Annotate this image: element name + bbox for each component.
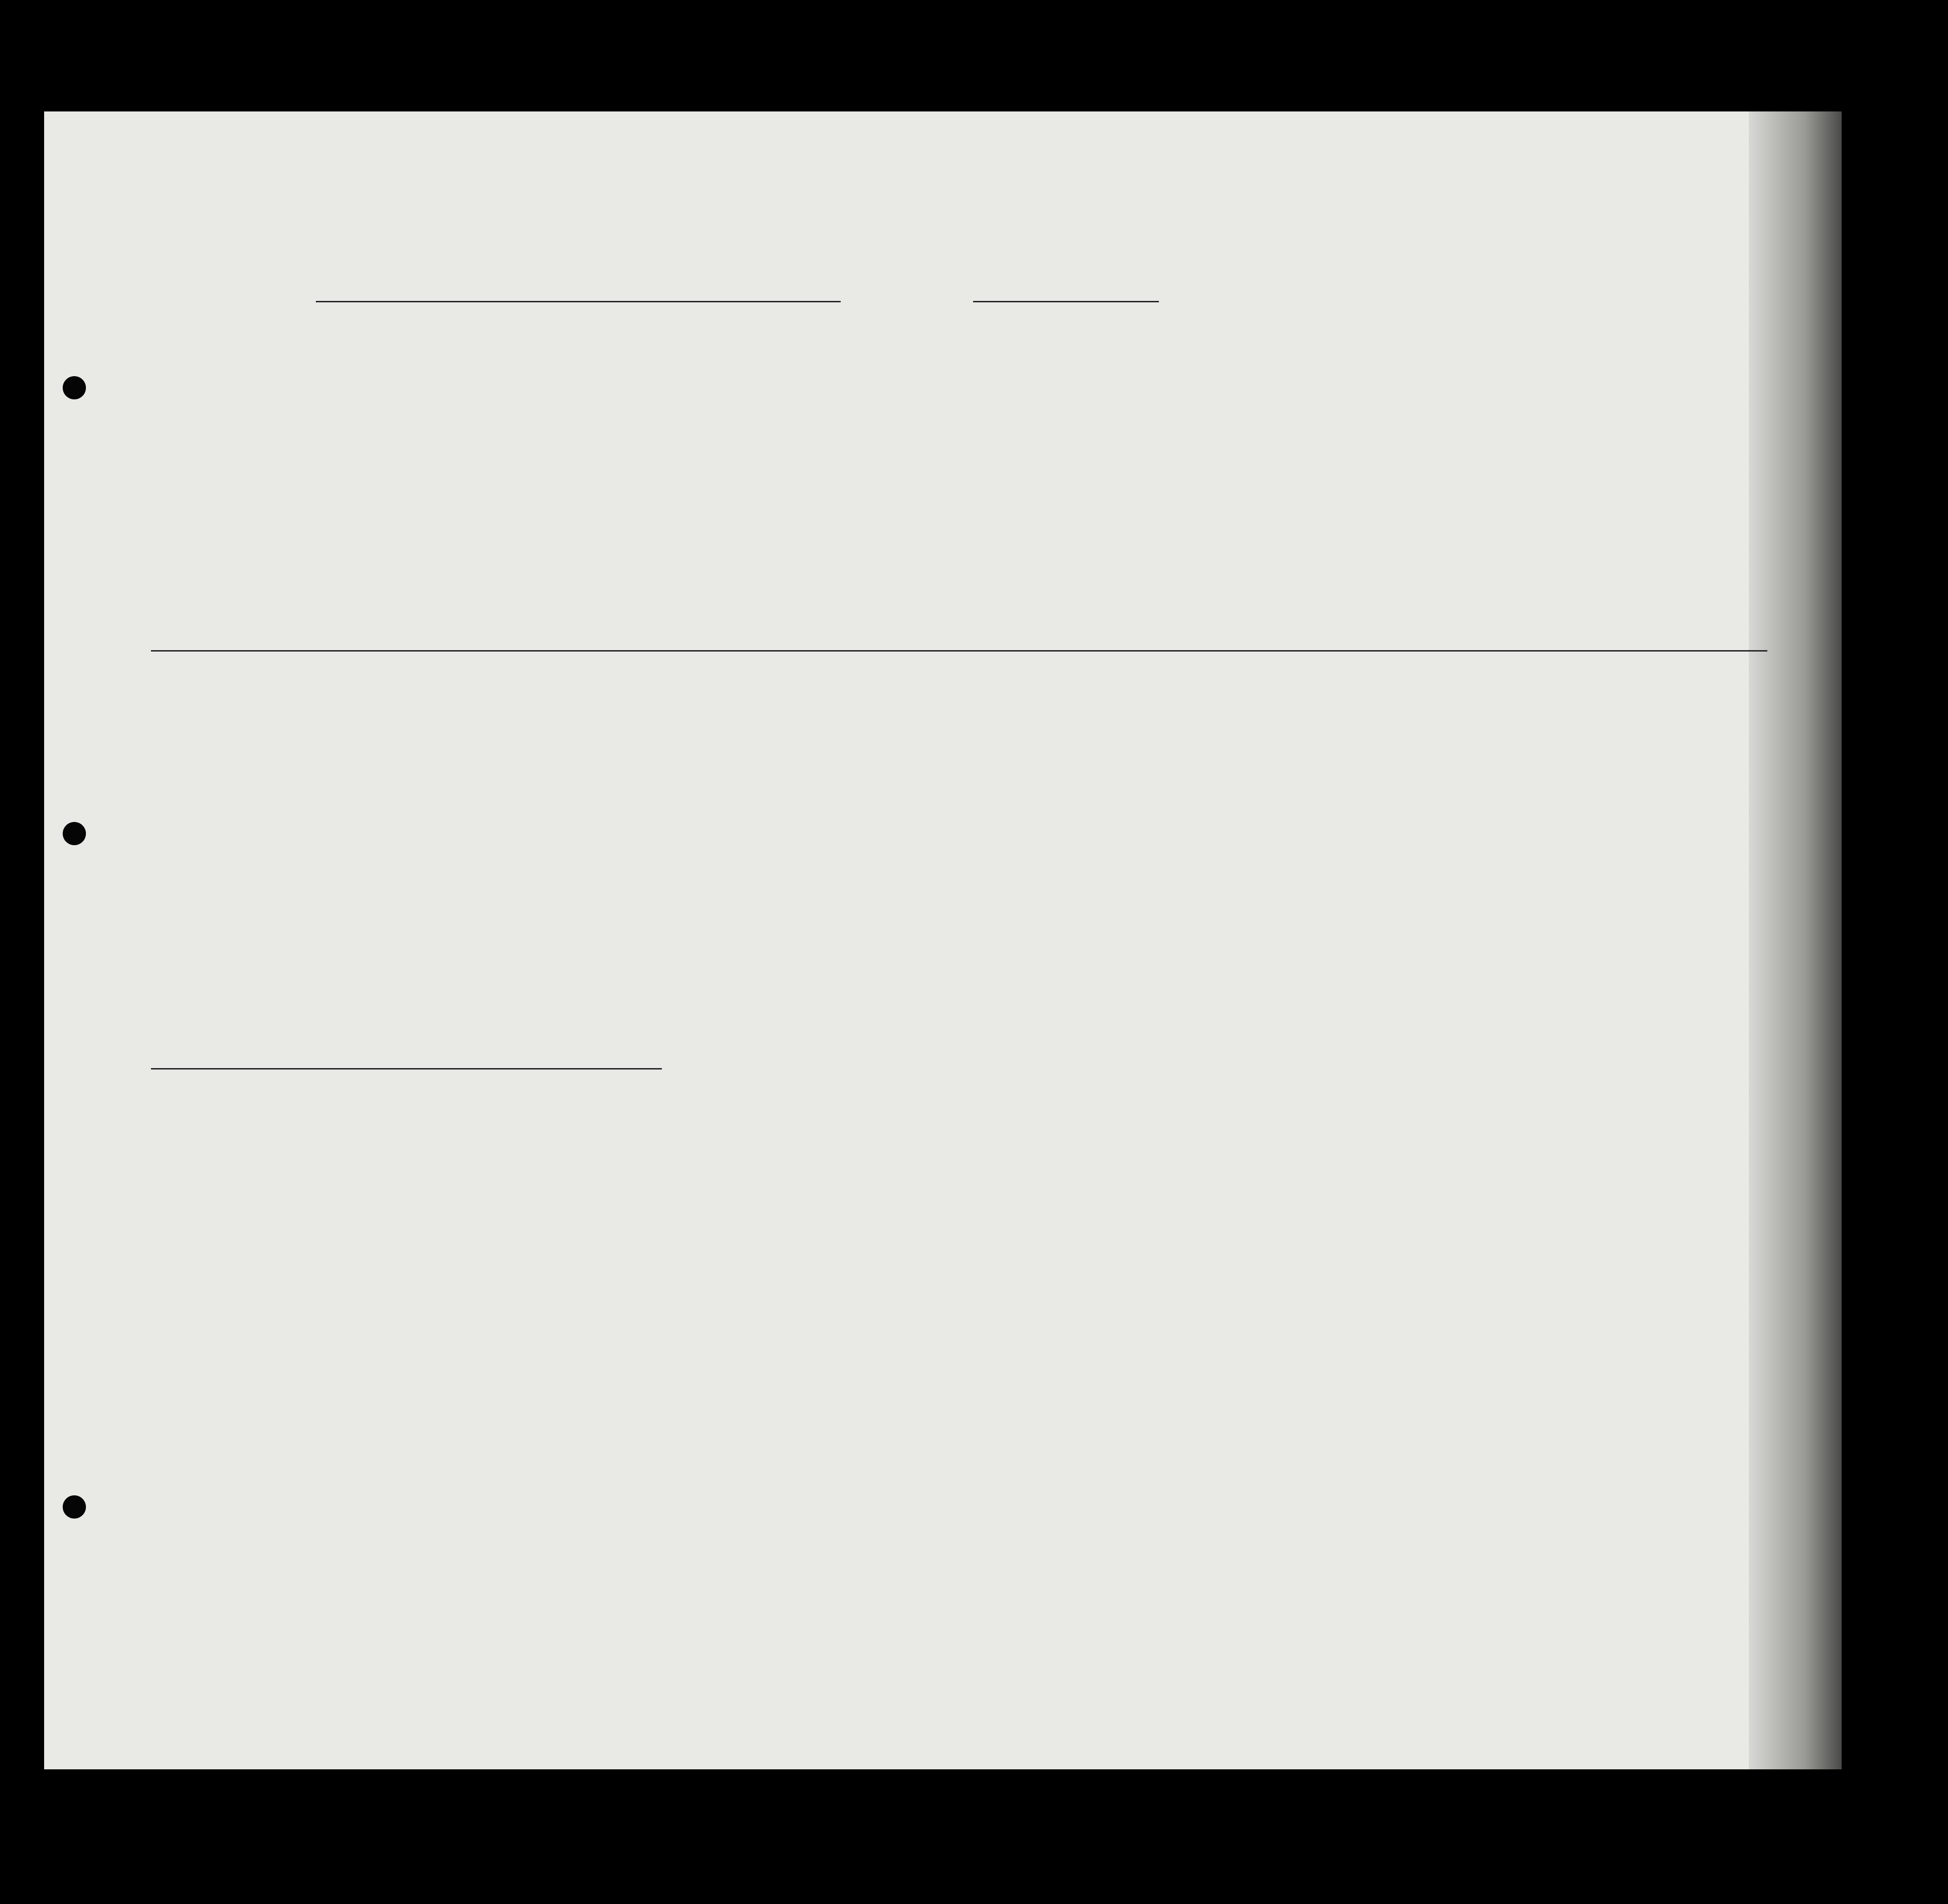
passenger-rows: [44, 111, 1842, 1769]
strike-line: [151, 1068, 662, 1069]
manifest-sheet: [44, 111, 1842, 1769]
strike-line: [151, 650, 1767, 652]
